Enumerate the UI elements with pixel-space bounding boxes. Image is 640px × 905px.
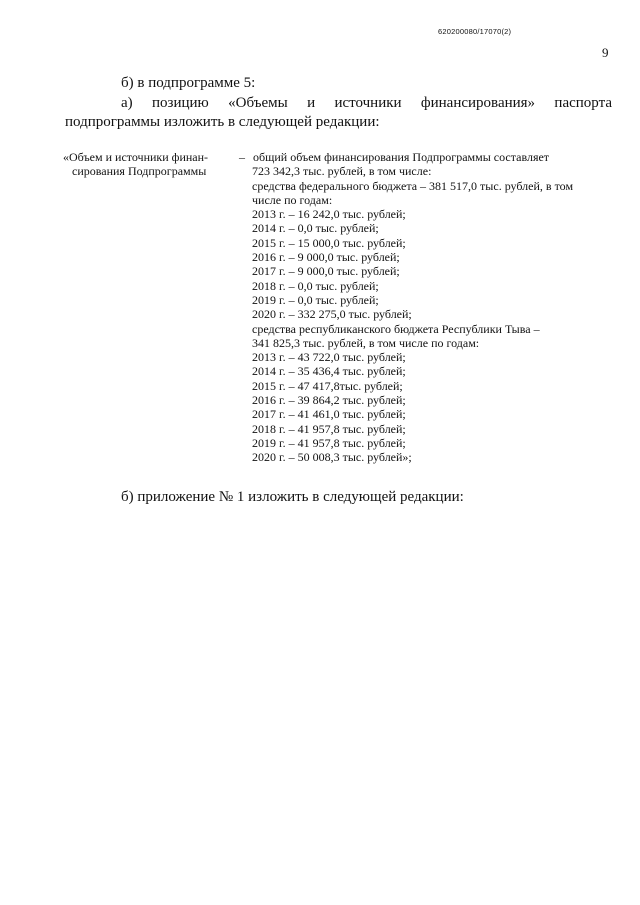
- value-line: 2017 г. – 41 461,0 тыс. рублей;: [252, 407, 406, 422]
- value-line: средства федерального бюджета – 381 517,0 тыс. рублей, в том: [252, 178, 574, 193]
- label-line: сирования Подпрограммы: [72, 164, 207, 179]
- value-line: числе по годам:: [252, 192, 333, 207]
- value-line: средства республиканского бюджета Республики Тыва –: [252, 321, 540, 336]
- value-line: 2018 г. – 0,0 тыс. рублей;: [252, 278, 379, 293]
- page-number: 9: [602, 45, 609, 60]
- value-line: 2016 г. – 9 000,0 тыс. рублей;: [252, 250, 400, 265]
- value-line: 2017 г. – 9 000,0 тыс. рублей;: [252, 264, 400, 279]
- passport-table-dash: –: [239, 150, 245, 164]
- value-line: 2015 г. – 47 417,8тыс. рублей;: [252, 378, 403, 393]
- value-line: 341 825,3 тыс. рублей, в том числе по годам:: [252, 335, 480, 350]
- value-line: 2016 г. – 39 864,2 тыс. рублей;: [252, 393, 406, 408]
- value-line: 2020 г. – 50 008,3 тыс. рублей»;: [252, 450, 412, 465]
- passport-table-values: [252, 150, 582, 465]
- value-line: 2013 г. – 16 242,0 тыс. рублей;: [252, 207, 406, 222]
- paragraph-subprogram-5: б) в подпрограмме 5:: [121, 75, 256, 91]
- passport-table-label: [63, 150, 233, 179]
- value-line: 723 342,3 тыс. рублей, в том числе:: [252, 164, 432, 179]
- paragraph-appendix-1: б) приложение № 1 изложить в следующей редакции:: [121, 489, 464, 505]
- value-line: 2013 г. – 43 722,0 тыс. рублей;: [252, 350, 406, 365]
- label-line: «Объем и источники финан-: [63, 150, 209, 164]
- value-line: 2014 г. – 0,0 тыс. рублей;: [252, 221, 379, 236]
- paragraph-funding-position: а) позицию «Объемы и источники финансирования» паспорта подпрограммы изложить в следующей редакции:: [65, 95, 612, 130]
- value-line: 2018 г. – 41 957,8 тыс. рублей;: [252, 421, 406, 436]
- value-line: 2015 г. – 15 000,0 тыс. рублей;: [252, 235, 406, 250]
- value-line: 2019 г. – 41 957,8 тыс. рублей;: [252, 435, 406, 450]
- value-line: 2019 г. – 0,0 тыс. рублей;: [252, 292, 379, 307]
- value-line: 2014 г. – 35 436,4 тыс. рублей;: [252, 364, 406, 379]
- value-line: общий объем финансирования Подпрограммы составляет: [253, 150, 550, 164]
- value-line: 2020 г. – 332 275,0 тыс. рублей;: [252, 307, 412, 322]
- document-code: 620200080/17070(2): [438, 27, 512, 36]
